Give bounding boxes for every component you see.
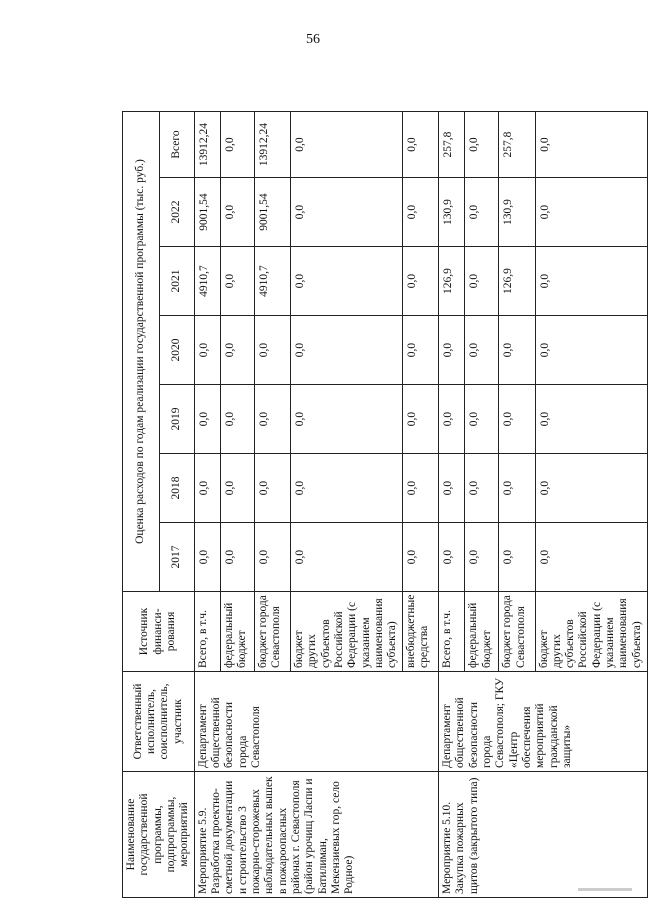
- value-cell: 130,9: [439, 178, 465, 247]
- value-cell: 0,0: [499, 316, 535, 385]
- year-2019: 2019: [160, 385, 195, 454]
- value-cell: 0,0: [499, 385, 535, 454]
- value-cell: 0,0: [194, 523, 220, 592]
- value-cell: 0,0: [194, 316, 220, 385]
- value-cell: 9001,54: [194, 178, 220, 247]
- rotated-table-wrapper: [122, 112, 643, 898]
- header-name: Наименование государственной программы, подпрограммы, мероприятий: [123, 772, 195, 898]
- value-cell: 0,0: [465, 523, 499, 592]
- value-cell: 0,0: [465, 454, 499, 523]
- value-cell: 0,0: [194, 385, 220, 454]
- value-cell: 0,0: [439, 454, 465, 523]
- value-cell: 0,0: [535, 178, 647, 247]
- source-cell: бюджет других субъектов Российской Федерации (с указанием наименования субъекта): [290, 592, 402, 672]
- table-row: [439, 112, 465, 898]
- value-cell: 0,0: [290, 523, 402, 592]
- value-cell: 0,0: [254, 316, 290, 385]
- source-cell: внебюджетные средства: [403, 592, 439, 672]
- header-row: [123, 112, 160, 898]
- year-2020: 2020: [160, 316, 195, 385]
- value-cell: 0,0: [290, 316, 402, 385]
- value-cell: 0,0: [220, 112, 254, 178]
- value-cell: 0,0: [254, 385, 290, 454]
- value-cell: 0,0: [499, 454, 535, 523]
- page-number: 56: [306, 32, 320, 47]
- value-cell: 0,0: [220, 247, 254, 316]
- value-cell: 0,0: [535, 454, 647, 523]
- value-cell: 4910,7: [194, 247, 220, 316]
- year-total: Всего: [160, 112, 195, 178]
- header-expense-estimate: Оценка расходов по годам реализации государственной программы (тыс. руб.): [123, 112, 160, 592]
- value-cell: 0,0: [535, 247, 647, 316]
- budget-table: [122, 111, 648, 898]
- source-cell: Всего, в т.ч.: [439, 592, 465, 672]
- header-source: Источник финанси-рования: [123, 592, 195, 672]
- value-cell: 257,8: [439, 112, 465, 178]
- value-cell: 0,0: [465, 316, 499, 385]
- measure-name: Мероприятие 5.10. Закупка пожарных щитов (закрытого типа): [439, 772, 647, 898]
- measure-responsible: Департамент общественной безопасности города Севастополя; ГКУ «Центр обеспечения мероприятий гражданской защиты»: [439, 672, 647, 772]
- value-cell: 9001,54: [254, 178, 290, 247]
- measure-name: Мероприятие 5.9. Разработка проектно-сметной документации и строительство 3 пожарно-сторожевых наблюдательных вышек в пожароопасных районах г. Севастополя (район урочищ Ласпи и Батилиман, Мекензиевых гор, село Родное): [194, 772, 439, 898]
- value-cell: 13912,24: [254, 112, 290, 178]
- value-cell: 126,9: [499, 247, 535, 316]
- value-cell: 0,0: [439, 316, 465, 385]
- header-responsible: Ответственный исполнитель, соисполнитель, участник: [123, 672, 195, 772]
- value-cell: 4910,7: [254, 247, 290, 316]
- value-cell: 0,0: [499, 523, 535, 592]
- table-row: [194, 112, 220, 898]
- value-cell: 0,0: [290, 247, 402, 316]
- value-cell: 0,0: [403, 385, 439, 454]
- year-2018: 2018: [160, 454, 195, 523]
- source-cell: федеральный бюджет: [465, 592, 499, 672]
- value-cell: 0,0: [403, 247, 439, 316]
- value-cell: 0,0: [290, 112, 402, 178]
- value-cell: 0,0: [439, 523, 465, 592]
- value-cell: 126,9: [439, 247, 465, 316]
- source-cell: Всего, в т.ч.: [194, 592, 220, 672]
- scan-artifact: [578, 888, 632, 891]
- source-cell: бюджет города Севастополя: [499, 592, 535, 672]
- value-cell: 257,8: [499, 112, 535, 178]
- value-cell: 0,0: [403, 178, 439, 247]
- value-cell: 0,0: [535, 385, 647, 454]
- value-cell: 0,0: [254, 454, 290, 523]
- value-cell: 0,0: [403, 523, 439, 592]
- value-cell: 0,0: [220, 178, 254, 247]
- value-cell: 0,0: [535, 316, 647, 385]
- value-cell: 0,0: [220, 523, 254, 592]
- value-cell: 0,0: [465, 178, 499, 247]
- value-cell: 0,0: [290, 178, 402, 247]
- value-cell: 0,0: [439, 385, 465, 454]
- value-cell: 0,0: [220, 316, 254, 385]
- value-cell: 0,0: [403, 112, 439, 178]
- source-cell: бюджет города Севастополя: [254, 592, 290, 672]
- value-cell: 0,0: [535, 112, 647, 178]
- year-2021: 2021: [160, 247, 195, 316]
- value-cell: 0,0: [465, 385, 499, 454]
- value-cell: 0,0: [290, 385, 402, 454]
- value-cell: 0,0: [403, 454, 439, 523]
- value-cell: 13912,24: [194, 112, 220, 178]
- value-cell: 0,0: [535, 523, 647, 592]
- value-cell: 0,0: [194, 454, 220, 523]
- value-cell: 0,0: [465, 247, 499, 316]
- value-cell: 0,0: [290, 454, 402, 523]
- value-cell: 130,9: [499, 178, 535, 247]
- value-cell: 0,0: [465, 112, 499, 178]
- value-cell: 0,0: [220, 454, 254, 523]
- measure-responsible: Департамент общественной безопасности города Севастополя: [194, 672, 439, 772]
- year-2022: 2022: [160, 178, 195, 247]
- year-2017: 2017: [160, 523, 195, 592]
- value-cell: 0,0: [220, 385, 254, 454]
- source-cell: федеральный бюджет: [220, 592, 254, 672]
- source-cell: бюджет других субъектов Российской Федерации (с указанием наименования субъекта): [535, 592, 647, 672]
- value-cell: 0,0: [254, 523, 290, 592]
- value-cell: 0,0: [403, 316, 439, 385]
